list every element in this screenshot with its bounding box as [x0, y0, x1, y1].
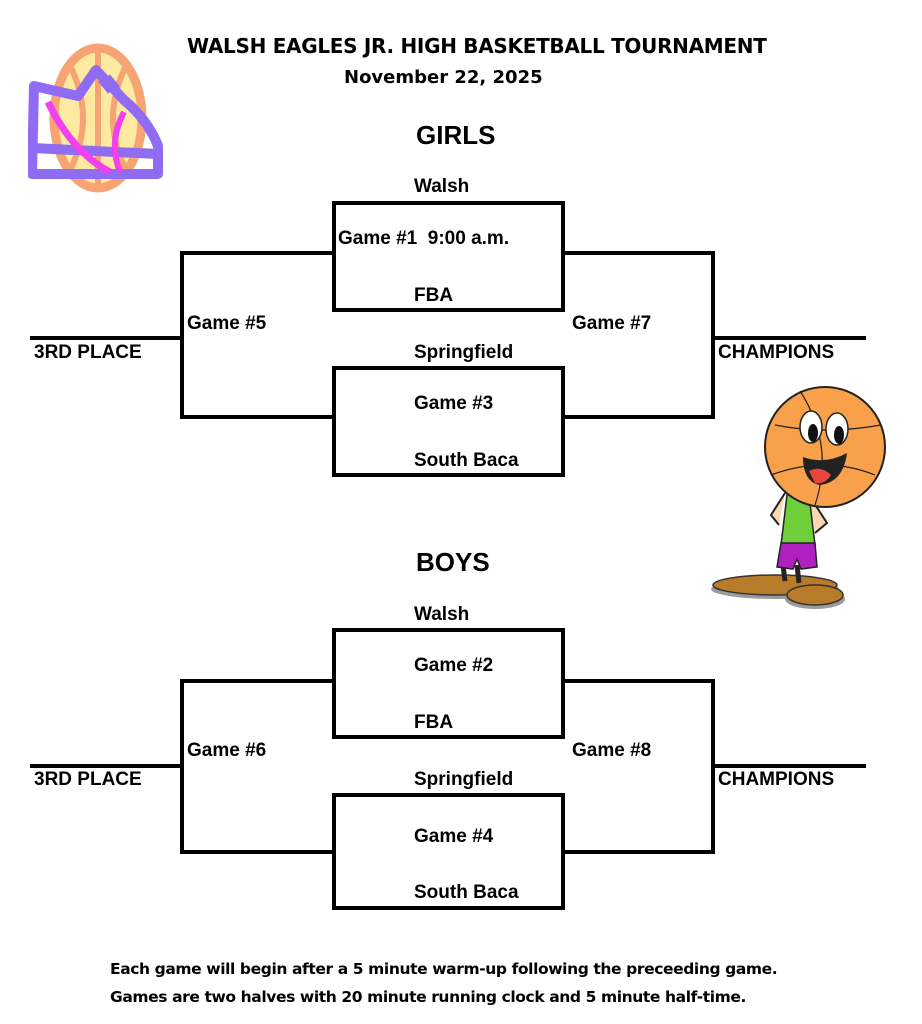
event-date: November 22, 2025 — [344, 67, 543, 88]
basketball-mascot — [705, 385, 900, 615]
girls-champions-label: CHAMPIONS — [718, 342, 835, 363]
boys-g8-bottom-line — [563, 850, 715, 854]
boys-team-springfield: Springfield — [414, 769, 514, 790]
girls-game-3-label: Game #3 — [414, 393, 494, 414]
girls-team-springfield: Springfield — [414, 342, 514, 363]
boys-g8-top-line — [563, 679, 715, 683]
boys-team-fba: FBA — [414, 712, 454, 733]
basketball-shoe-logo-icon — [28, 42, 170, 194]
girls-team-south-baca: South Baca — [414, 450, 519, 471]
boys-champions-label: CHAMPIONS — [718, 769, 835, 790]
page-title: WALSH EAGLES JR. HIGH BASKETBALL TOURNAMENT — [187, 34, 767, 58]
boys-3rd-place-line — [30, 764, 184, 768]
girls-3rd-place-label: 3RD PLACE — [34, 342, 142, 363]
girls-g5-vertical-line — [180, 251, 184, 419]
boys-game-4-label: Game #4 — [414, 826, 494, 847]
boys-heading: BOYS — [416, 547, 490, 577]
note-warmup: Each game will begin after a 5 minute warm-up following the preceeding game. — [110, 960, 778, 978]
boys-team-walsh: Walsh — [414, 604, 470, 625]
girls-heading: GIRLS — [416, 120, 496, 150]
boys-game-6-label: Game #6 — [187, 740, 267, 761]
girls-team-walsh: Walsh — [414, 176, 470, 197]
girls-champions-line — [713, 336, 866, 340]
boys-g6-top-line — [180, 679, 334, 683]
girls-game-5-label: Game #5 — [187, 313, 267, 334]
note-game-format: Games are two halves with 20 minute running clock and 5 minute half-time. — [110, 988, 747, 1006]
girls-3rd-place-line — [30, 336, 184, 340]
girls-g7-top-line — [563, 251, 715, 255]
girls-g5-top-line — [180, 251, 334, 255]
girls-game-7-label: Game #7 — [572, 313, 652, 334]
boys-g6-bottom-line — [180, 850, 334, 854]
boys-team-south-baca: South Baca — [414, 882, 519, 903]
girls-game-1-label: Game #1 9:00 a.m. — [338, 228, 510, 249]
boys-champions-line — [713, 764, 866, 768]
girls-g5-bottom-line — [180, 415, 334, 419]
tournament-logo — [28, 42, 170, 194]
boys-game-8-label: Game #8 — [572, 740, 652, 761]
girls-team-fba: FBA — [414, 285, 454, 306]
boys-game-2-label: Game #2 — [414, 655, 494, 676]
basketball-mascot-icon — [705, 385, 900, 615]
boys-3rd-place-label: 3RD PLACE — [34, 769, 142, 790]
girls-g7-bottom-line — [563, 415, 715, 419]
